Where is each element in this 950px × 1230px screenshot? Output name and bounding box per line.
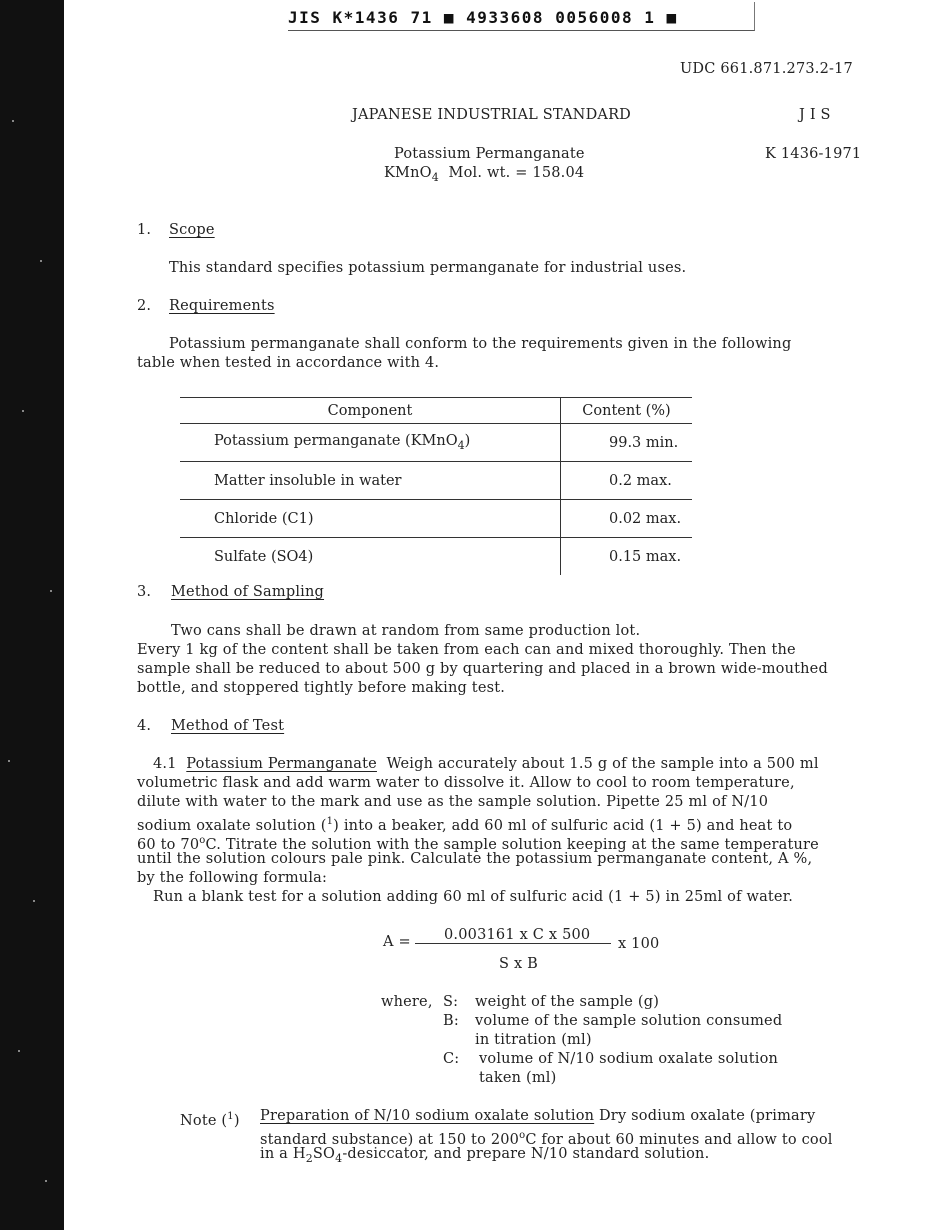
table-cell-content: 99.3 min.	[561, 424, 693, 462]
test-paragraph-line: dilute with water to the mark and use as the sample solution. Pipette 25 ml of N/10	[137, 794, 769, 810]
table-header-row	[180, 398, 692, 424]
variable-definition: in titration (ml)	[475, 1032, 592, 1048]
section-requirements-number: 2.	[137, 298, 152, 314]
sampling-text: Every 1 kg of the content shall be taken from each can and mixed thoroughly. Then the	[137, 642, 796, 658]
jis-label: J I S	[799, 107, 831, 123]
section-scope-title: Scope	[169, 222, 215, 238]
formula-multiplier: x 100	[618, 936, 660, 952]
section-sampling-number: 3.	[137, 584, 152, 600]
table-row	[180, 462, 692, 500]
table-cell-content: 0.15 max.	[609, 548, 682, 565]
test-paragraph-line: by the following formula:	[137, 870, 328, 886]
variable-symbol: B:	[443, 1013, 459, 1029]
scan-margin-strip	[0, 0, 64, 1230]
variable-symbol: S:	[443, 994, 459, 1010]
note-title: Preparation of N/10 sodium oxalate solution	[260, 1108, 595, 1124]
standard-type: JAPANESE INDUSTRIAL STANDARD	[352, 107, 632, 123]
formula-numerator: 0.003161 x C x 500	[444, 927, 591, 943]
table-cell-component: Potassium permanganate (KMnO$_4$)	[180, 424, 561, 462]
product-name: Potassium Permanganate	[394, 146, 585, 162]
test-paragraph-line: 4.1 Potassium Permanganate Weigh accurately about 1.5 g of the sample into a 500 ml	[153, 756, 819, 772]
section-requirements-title: Requirements	[169, 298, 275, 314]
formula-denominator: S x B	[499, 956, 538, 972]
requirements-text: table when tested in accordance with 4.	[137, 355, 440, 371]
table-cell-component: Sulfate (SO4)	[180, 538, 561, 576]
test-paragraph-line: 60 to 70$^o$C. Titrate the solution with the sample solution keeping at the same temperature	[137, 835, 819, 853]
subsection-title: Potassium Permanganate	[186, 756, 377, 772]
variable-symbol: C:	[443, 1051, 460, 1067]
note-line: standard substance) at 150 to 200$^o$C for about 60 minutes and allow to cool	[260, 1130, 833, 1148]
variable-definition: volume of the sample solution consumed	[475, 1013, 783, 1029]
test-paragraph-line: until the solution colours pale pink. Calculate the potassium permanganate content, A %,	[137, 851, 813, 867]
table-row	[180, 500, 692, 538]
formula-lhs: A =	[383, 934, 411, 950]
section-test-number: 4.	[137, 718, 152, 734]
table-row	[180, 424, 692, 462]
table-row	[180, 538, 692, 576]
table-header: Content (%)	[561, 398, 693, 424]
variable-definition: taken (ml)	[479, 1070, 557, 1086]
formula-line: KMnO$_4$ Mol. wt. = 158.04	[384, 165, 585, 184]
sampling-text: sample shall be reduced to about 500 g by quartering and placed in a brown wide-mouthed	[137, 661, 828, 677]
scan-code: JIS K*1436 71 ■ 4933608 0056008 1 ■	[288, 8, 678, 27]
requirements-table	[180, 397, 692, 575]
test-paragraph-line: volumetric flask and add warm water to dissolve it. Allow to cool to room temperature,	[137, 775, 795, 791]
fraction-bar	[415, 943, 611, 944]
test-paragraph-line: sodium oxalate solution ($^1$) into a beaker, add 60 ml of sulfuric acid (1 + 5) and heat to	[137, 816, 793, 834]
scope-text: This standard specifies potassium permanganate for industrial uses.	[169, 260, 687, 276]
table-cell-content: 0.2 max.	[561, 462, 693, 500]
sampling-text: Two cans shall be drawn at random from same production lot.	[171, 623, 641, 639]
table-cell-component: Matter insoluble in water	[180, 462, 561, 500]
note-line: in a $H_2SO_4$-desiccator, and prepare N/10 standard solution.	[260, 1146, 710, 1165]
table-cell-content: 0.02 max.	[561, 500, 693, 538]
section-sampling-title: Method of Sampling	[171, 584, 325, 600]
test-paragraph-line: Run a blank test for a solution adding 60 ml of sulfuric acid (1 + 5) in 25ml of water.	[153, 889, 794, 905]
jis-number: K 1436-1971	[765, 146, 862, 162]
note-label: Note ($^1$)	[180, 1111, 240, 1129]
requirements-text: Potassium permanganate shall conform to the requirements given in the following	[169, 336, 792, 352]
note-line: Preparation of N/10 sodium oxalate solution Dry sodium oxalate (primary	[260, 1108, 816, 1124]
udc-number: UDC 661.871.273.2-17	[680, 61, 853, 77]
section-scope-number: 1.	[137, 222, 152, 238]
where-label: where,	[381, 994, 433, 1010]
variable-definition: volume of N/10 sodium oxalate solution	[479, 1051, 779, 1067]
variable-definition: weight of the sample (g)	[475, 994, 660, 1010]
table-header: Component	[180, 398, 561, 424]
section-test-title: Method of Test	[171, 718, 285, 734]
table-cell-component: Chloride (C1)	[180, 500, 561, 538]
sampling-text: bottle, and stoppered tightly before making test.	[137, 680, 506, 696]
